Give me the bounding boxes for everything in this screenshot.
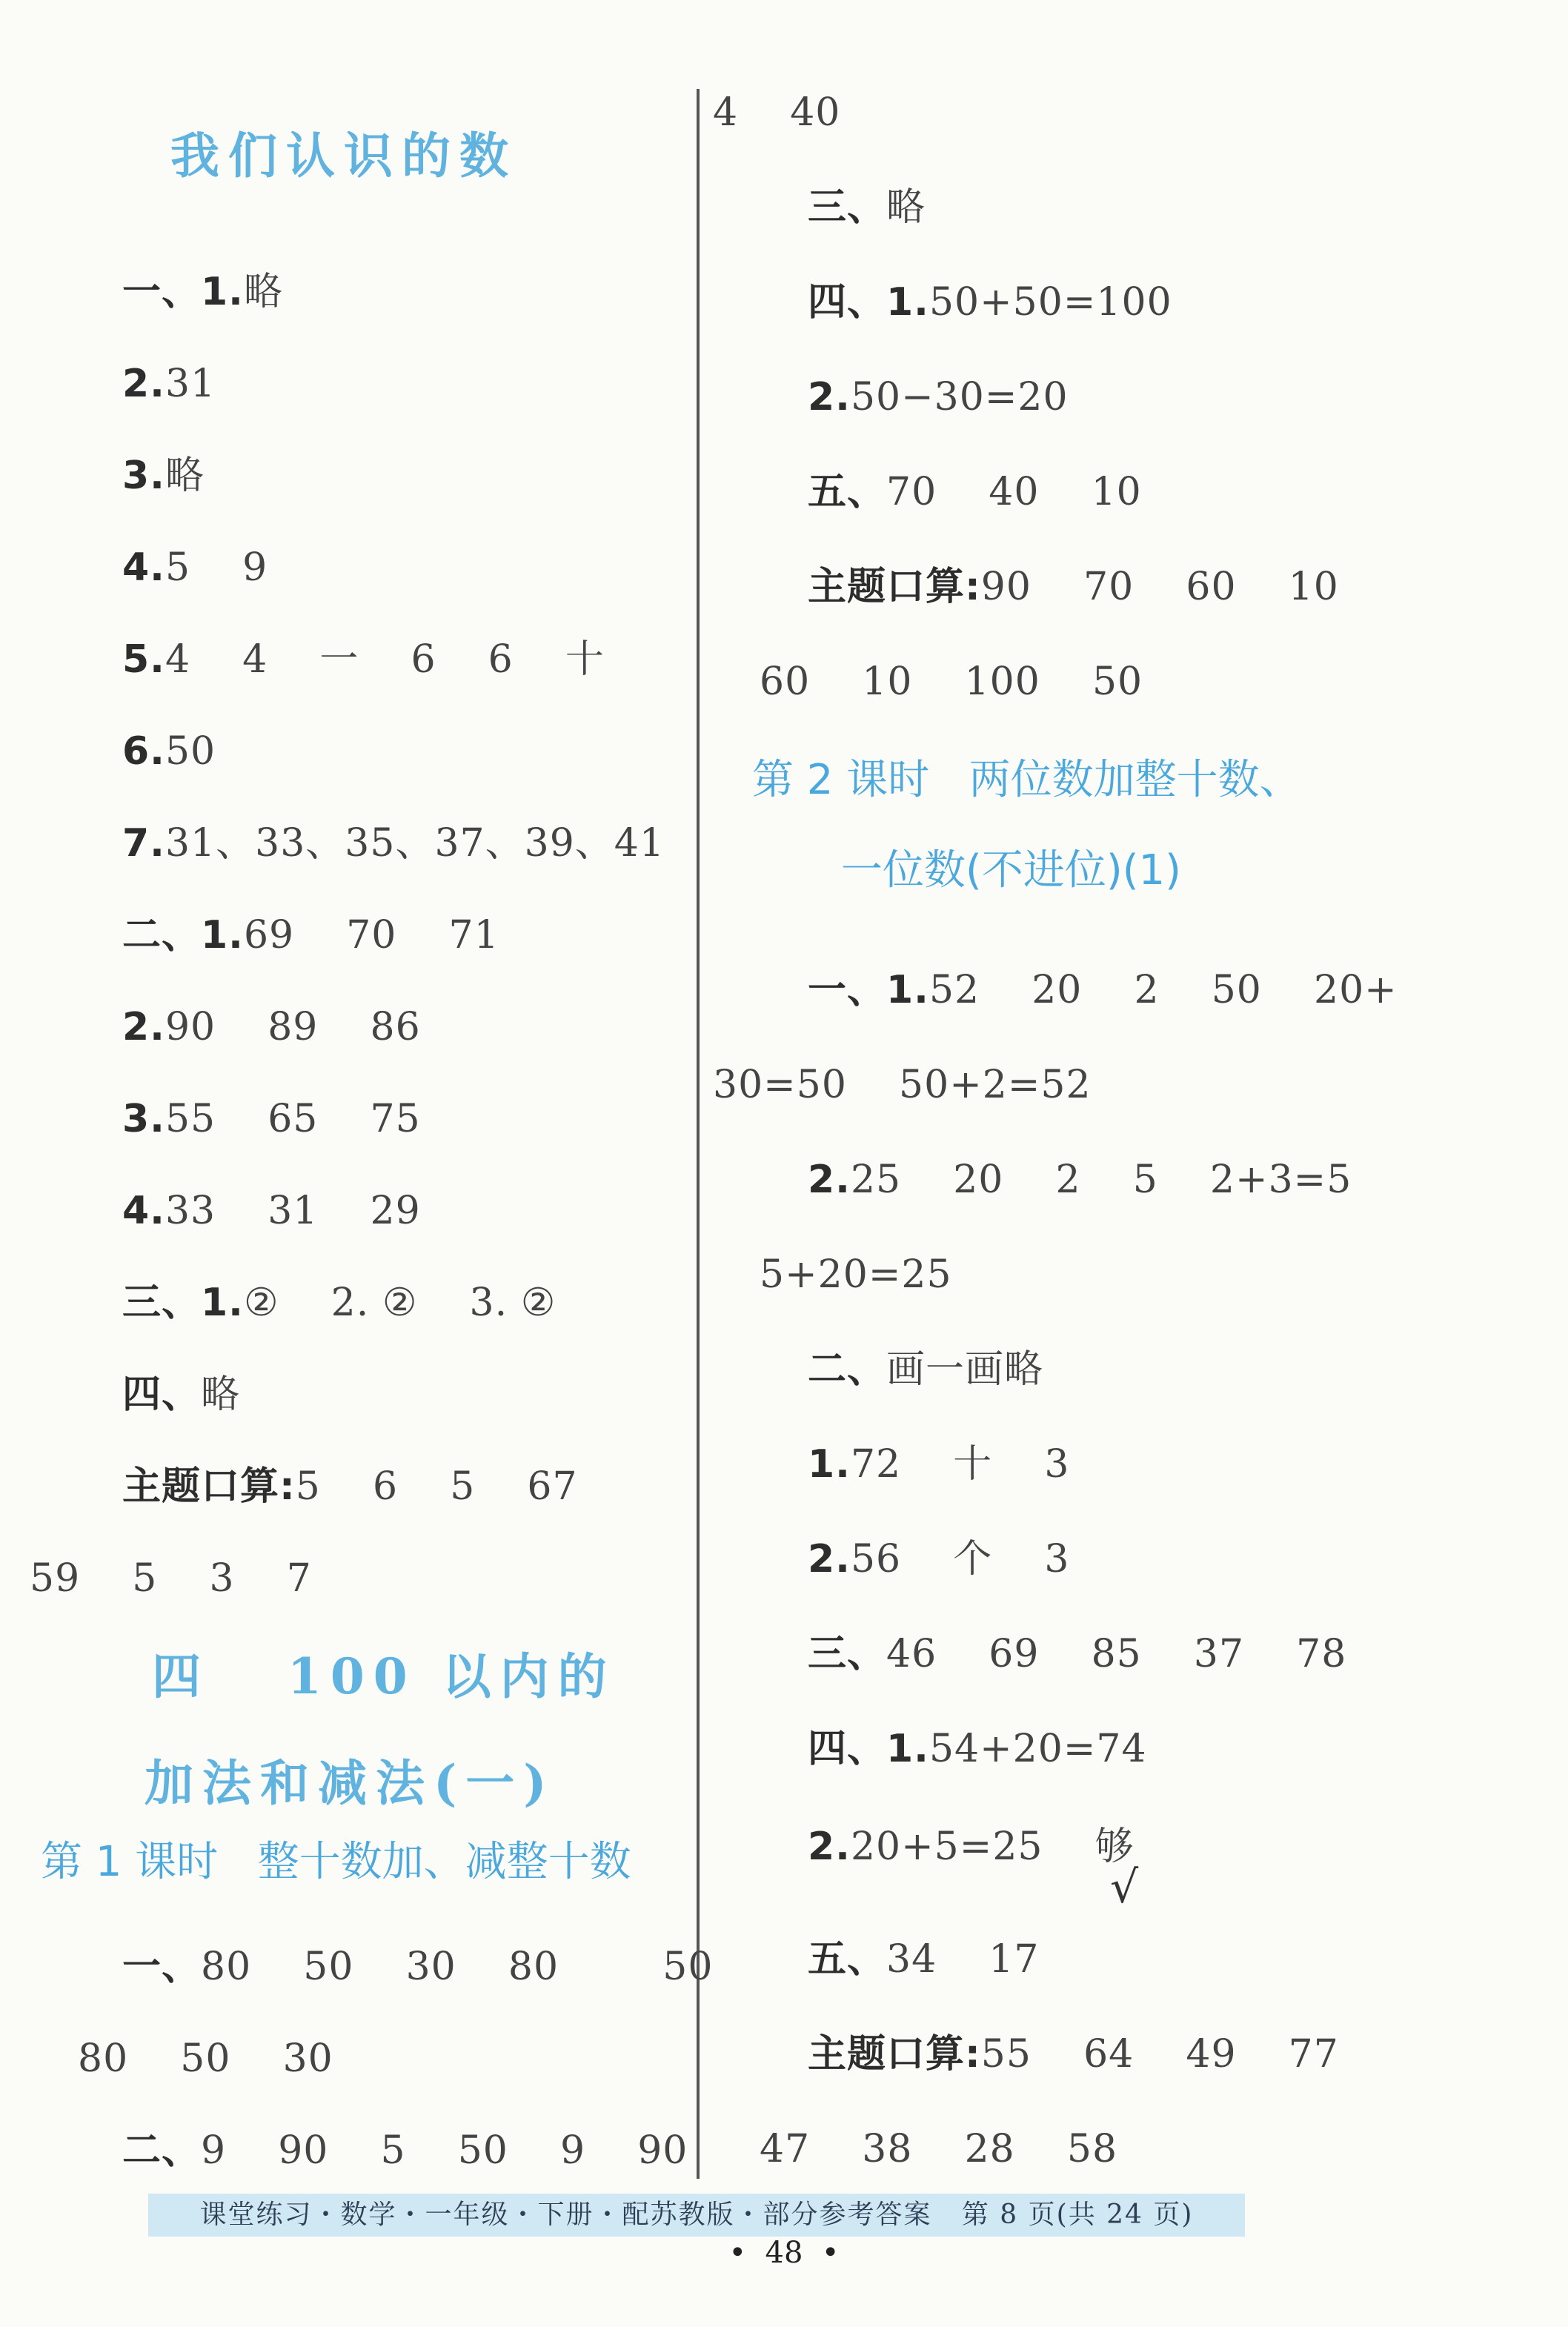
- answer-line: 4.5 9: [122, 545, 268, 590]
- answer-line: 3.略: [122, 454, 205, 498]
- answer-line: 2.90 89 86: [122, 1005, 421, 1049]
- answer-line: 2.50−30=20: [808, 375, 1069, 419]
- answer-line: 四、略: [122, 1372, 241, 1417]
- answer-line: 60 10 100 50: [760, 660, 1143, 704]
- answer-line: 30=50 50+2=52: [713, 1063, 1092, 1107]
- answer-line: 2.25 20 2 5 2+3=5: [808, 1158, 1352, 1202]
- answer-line: 一、1.52 20 2 50 20+: [808, 968, 1398, 1012]
- answer-line: 1.72 十 3: [808, 1442, 1070, 1487]
- answer-line: 二、9 90 5 50 9 90: [122, 2128, 688, 2173]
- unit-title: 加法和减法(一): [144, 1754, 556, 1812]
- answer-line: 80 50 30: [78, 2036, 333, 2081]
- answer-line: 一、1.略: [122, 270, 283, 314]
- answer-line: 五、70 40 10: [808, 470, 1142, 514]
- unit-title: 四 100 以内的: [152, 1647, 616, 1705]
- answer-line: 三、1.② 2. ② 3. ②: [122, 1281, 557, 1325]
- section-title: 我们认识的数: [170, 127, 517, 185]
- answer-line: 一、80 50 30 80 50: [122, 1945, 714, 1989]
- answer-line: 五、34 17: [808, 1937, 1040, 1982]
- answer-line: 主题口算:5 6 5 67: [122, 1464, 578, 1509]
- answer-line: 二、1.69 70 71: [122, 913, 499, 957]
- answer-line: 主题口算:55 64 49 77: [808, 2032, 1339, 2077]
- lesson-title: 第 1 课时 整十数加、减整十数: [41, 1838, 631, 1886]
- answer-line: 7.31、33、35、37、39、41: [122, 821, 665, 866]
- answer-line: 2.20+5=25 够: [808, 1825, 1135, 1869]
- footer-banner: 课堂练习・数学・一年级・下册・配苏教版・部分参考答案 第 8 页(共 24 页): [148, 2194, 1245, 2237]
- answer-line: 59 5 3 7: [30, 1556, 312, 1601]
- answer-line: 47 38 28 58: [760, 2127, 1118, 2171]
- lesson-title: 一位数(不进位)(1): [841, 846, 1182, 894]
- answer-line: 四、1.54+20=74: [808, 1727, 1147, 1771]
- answer-line: 6.50: [122, 729, 216, 774]
- answer-line: 2.31: [122, 362, 216, 406]
- answer-line: 4.33 31 29: [122, 1189, 421, 1233]
- answer-line: 2.56 个 3: [808, 1537, 1070, 1581]
- lesson-title: 第 2 课时 两位数加整十数、: [752, 756, 1301, 804]
- check-mark-icon: √: [1110, 1862, 1139, 1913]
- answer-line: 5+20=25: [760, 1252, 952, 1297]
- answer-line: 三、46 69 85 37 78: [808, 1632, 1347, 1676]
- answer-line: 5.4 4 一 6 6 十: [122, 637, 605, 682]
- answer-line: 4 40: [713, 90, 841, 135]
- answer-line: 3.55 65 75: [122, 1097, 421, 1141]
- page-number: • 48 •: [728, 2236, 840, 2270]
- answer-line: 三、略: [808, 185, 926, 230]
- answer-line: 主题口算:90 70 60 10: [808, 565, 1339, 609]
- answer-line: 四、1.50+50=100: [808, 280, 1172, 325]
- column-divider: [697, 89, 700, 2179]
- answer-line: 二、画一画略: [808, 1347, 1044, 1392]
